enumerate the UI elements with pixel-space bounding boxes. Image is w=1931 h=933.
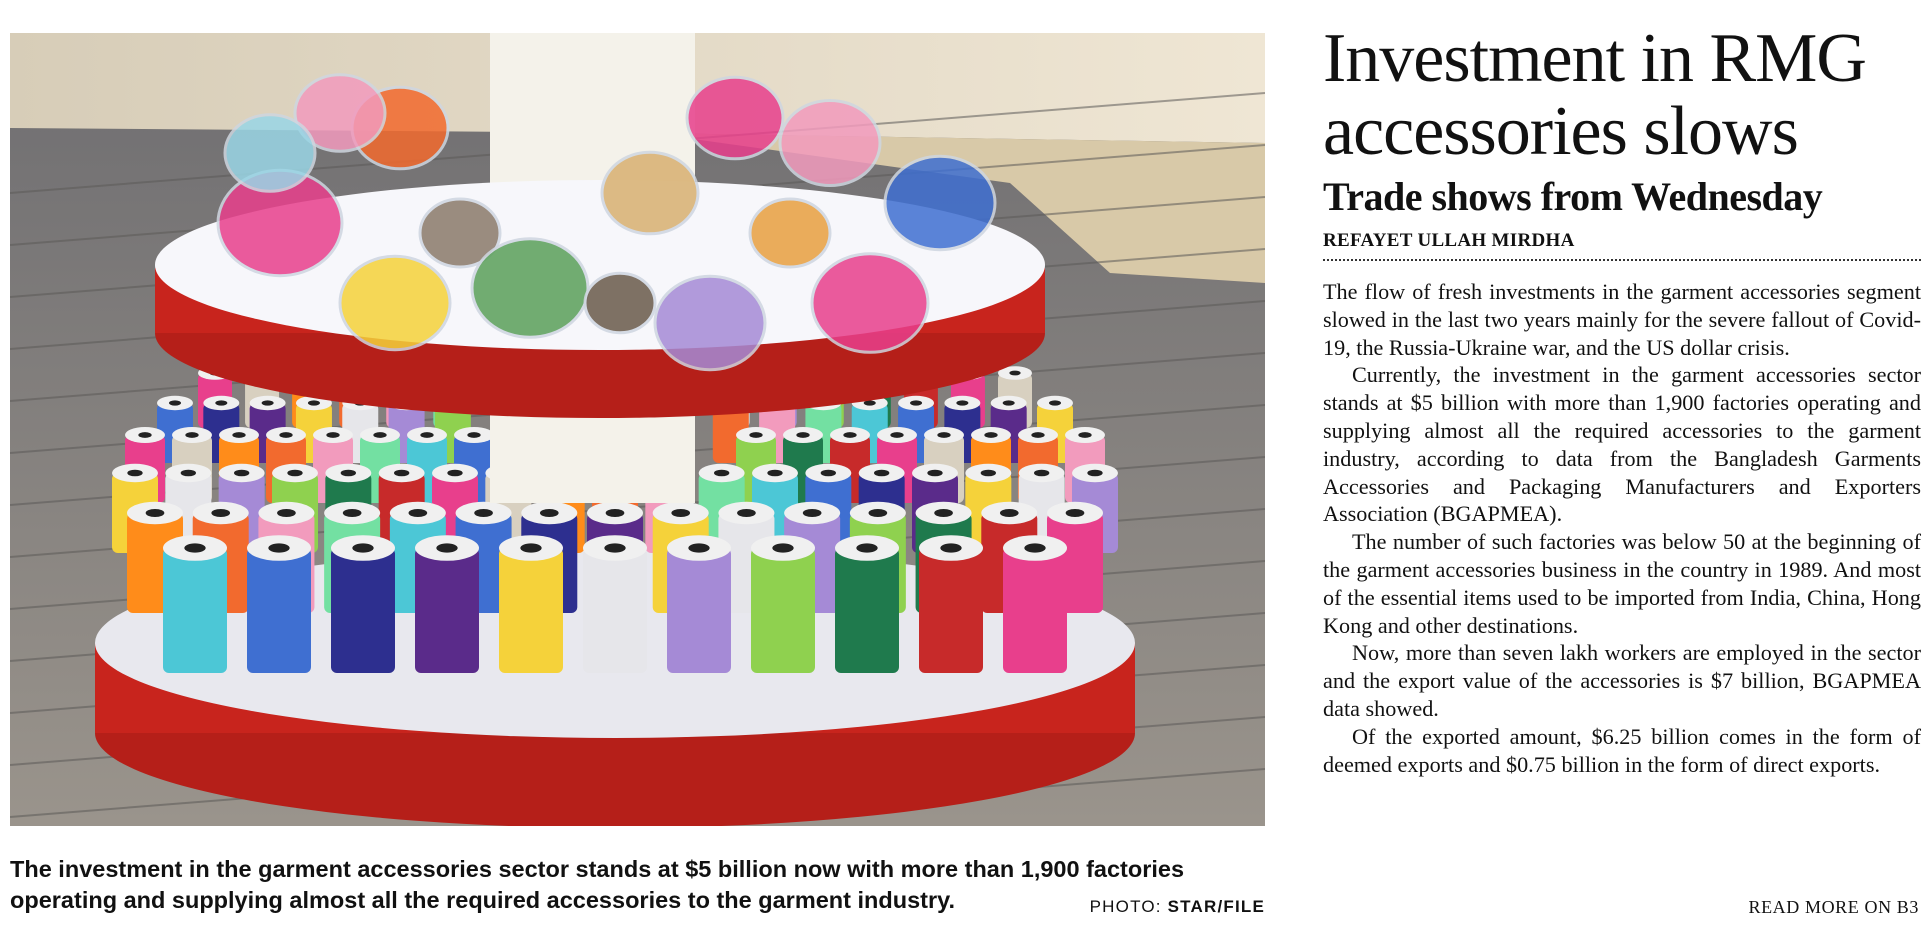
spool-hole [277,509,296,517]
spool-hole [1024,543,1045,552]
spool-hole [436,543,457,552]
byline: REFAYET ULLAH MIRDHA [1323,230,1921,261]
read-more-link[interactable]: READ MORE ON B3 [1748,897,1919,917]
spool-hole [287,470,302,477]
glass-jar [585,273,655,333]
spool-hole [467,432,480,438]
spool-display-photo [10,33,1265,826]
spool-hole [984,432,997,438]
spool-hole [940,543,961,552]
spool-hole [796,432,809,438]
spool-hole [394,470,409,477]
spool-hole [262,400,274,405]
article [1323,22,1921,778]
glass-jar [885,156,995,250]
spool-hole [1003,400,1015,405]
paragraph-2: Currently, the investment in the garment accessories sector stands at $5 billion with more than 1,900 factories operating and supplying almost all the required accessories to the garment industry, according to data from the Bangladesh Garments Accessories and Packaging Manufacturers and Exporters Association (BGAPMEA). [1323,362,1921,527]
spool-hole [767,470,782,477]
spool-hole [843,432,856,438]
photo-caption: The investment in the garment accessories sector stands at $5 billion now with more than 1,900 factories operating and supplying almost all the required accessories to the garment industry. [10,856,1185,913]
spool-hole [1078,432,1091,438]
spool-hole [910,400,922,405]
thread-spool [331,548,395,673]
article-body [1323,278,1921,778]
spool-hole [604,543,625,552]
spool-hole [869,509,888,517]
spool-hole [373,432,386,438]
paragraph-1: The flow of fresh investments in the garment accessories segment slowed in the last two years mainly for the severe fallout of Covid-19, the Russia-Ukraine war, and the US dollar crisis. [1323,279,1921,360]
thread-spool [919,548,983,673]
glass-jar [655,276,765,370]
spool-hole [821,470,836,477]
spool-hole [981,470,996,477]
glass-jar [225,115,315,192]
spool-hole [447,470,462,477]
spool-hole [146,509,165,517]
thread-spool [1003,548,1067,673]
subheadline: Trade shows from Wednesday [1323,174,1823,219]
spool-hole [211,509,230,517]
credit-source: STAR/FILE [1167,897,1265,916]
spool-hole [1000,509,1019,517]
glass-jar [780,101,880,186]
spool-hole [1087,470,1102,477]
thread-spool [415,548,479,673]
thread-spool [583,548,647,673]
spool-hole [127,470,142,477]
spool-hole [474,509,493,517]
spool-hole [874,470,889,477]
photo-credit [1090,897,1265,917]
paragraph-3: The number of such factories was below 50 at the beginning of the garment accessories business in the country in 1989. And most of the essential items used to be imported from India, China, Hong Kong and other destinations. [1323,529,1921,638]
spool-hole [714,470,729,477]
spool-hole [343,509,362,517]
spool-hole [934,509,953,517]
glass-jar [340,256,450,350]
spool-hole [234,470,249,477]
spool-hole [890,432,903,438]
thread-spool [667,548,731,673]
article-photo [10,33,1265,826]
paragraph-4: Now, more than seven lakh workers are employed in the sector and the export value of the accessories is $7 billion, BGAPMEA data showed. [1323,640,1921,721]
spool-hole [606,509,625,517]
glass-jar [812,254,928,353]
glass-jar [687,77,783,159]
spool-hole [308,400,320,405]
glass-jar [750,199,830,267]
thread-spool [499,548,563,673]
paragraph-5: Of the exported amount, $6.25 billion comes in the form of deemed exports and $0.75 billion in the form of direct exports. [1323,723,1921,777]
spool-hole [181,470,196,477]
spool-hole [1031,432,1044,438]
spool-hole [352,543,373,552]
spool-hole [232,432,245,438]
thread-spool [163,548,227,673]
spool-hole [803,509,822,517]
spool-hole [956,400,968,405]
spool-hole [671,509,690,517]
spool-hole [772,543,793,552]
spool-hole [420,432,433,438]
credit-prefix: PHOTO: [1089,897,1162,916]
thread-spool [835,548,899,673]
spool-hole [1034,470,1049,477]
spool-hole [215,400,227,405]
spool-hole [1066,509,1085,517]
spool-hole [937,432,950,438]
thread-spool [247,548,311,673]
spool-hole [856,543,877,552]
thread-spool [751,548,815,673]
spool-hole [326,432,339,438]
spool-hole [1049,400,1061,405]
spool-hole [268,543,289,552]
spool-hole [409,509,428,517]
spool-hole [341,470,356,477]
spool-hole [184,543,205,552]
spool-hole [1009,371,1020,376]
spool-hole [688,543,709,552]
spool-hole [169,400,181,405]
spool-hole [749,432,762,438]
glass-jar [472,239,588,338]
spool-hole [927,470,942,477]
headline: Investment in RMG accessories slows [1323,20,1866,170]
spool-hole [279,432,292,438]
glass-jar [602,152,698,234]
spool-hole [138,432,151,438]
spool-hole [520,543,541,552]
spool-hole [540,509,559,517]
spool-hole [737,509,756,517]
spool-hole [185,432,198,438]
